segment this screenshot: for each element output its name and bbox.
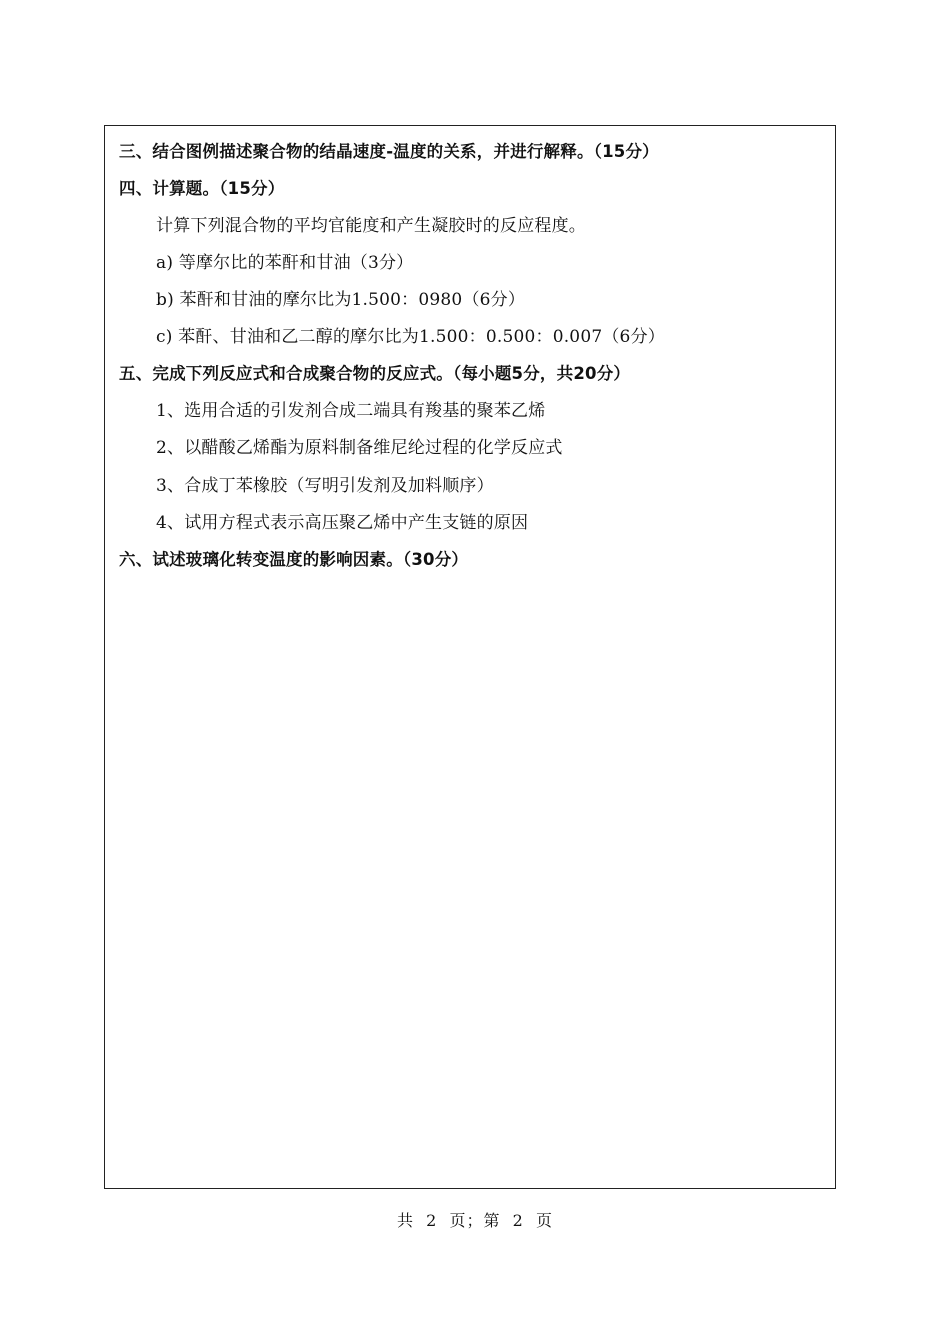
page-number-text: 共 2 页；第 2 页 [396,1211,554,1230]
question-4-intro: 计算下列混合物的平均官能度和产生凝胶时的反应程度。 [156,216,586,236]
exam-question-frame [104,125,836,1189]
question-4-item-c: c) 苯酐、甘油和乙二醇的摩尔比为1.500：0.500：0.007（6分） [156,327,665,347]
question-5-item-4: 4、试用方程式表示高压聚乙烯中产生支链的原因 [156,513,529,533]
question-5-item-1: 1、选用合适的引发剂合成二端具有羧基的聚苯乙烯 [156,401,546,421]
question-3-heading: 三、结合图例描述聚合物的结晶速度-温度的关系，并进行解释。（15分） [119,142,659,161]
question-6-heading: 六、试述玻璃化转变温度的影响因素。（30分） [119,550,469,569]
question-4-item-a: a) 等摩尔比的苯酐和甘油（3分） [156,253,414,273]
question-5-heading: 五、完成下列反应式和合成聚合物的反应式。（每小题5分，共20分） [119,364,631,383]
question-4-heading: 四、计算题。（15分） [119,179,285,198]
page-footer [0,1210,950,1232]
question-5-item-2: 2、以醋酸乙烯酯为原料制备维尼纶过程的化学反应式 [156,438,563,458]
question-5-item-3: 3、合成丁苯橡胶（写明引发剂及加料顺序） [156,476,494,496]
question-4-item-b: b) 苯酐和甘油的摩尔比为1.500：0980（6分） [156,290,526,310]
